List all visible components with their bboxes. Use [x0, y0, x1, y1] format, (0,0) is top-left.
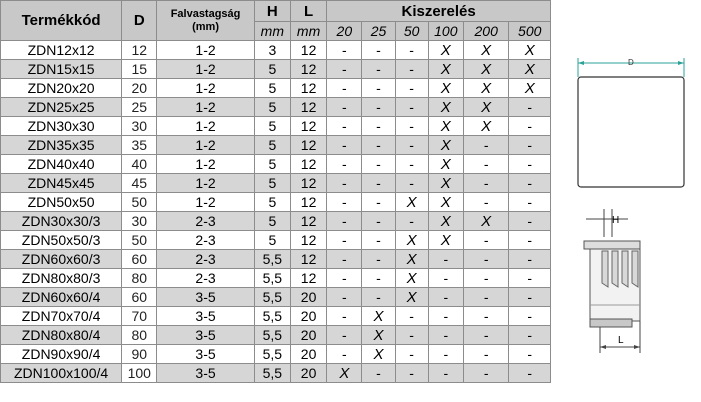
cell-d: 25	[122, 98, 157, 117]
cell-pack: -	[463, 250, 509, 269]
cell-wall: 1-2	[157, 117, 254, 136]
cell-h: 5	[254, 212, 290, 231]
cell-pack: -	[509, 269, 551, 288]
cell-pack: -	[509, 98, 551, 117]
cell-d: 40	[122, 155, 157, 174]
cell-pack: -	[509, 212, 551, 231]
cell-pack: -	[362, 193, 395, 212]
cell-pack: -	[509, 117, 551, 136]
cell-pack: -	[509, 364, 551, 383]
header-wall-line1: Falvastagság	[170, 7, 241, 20]
cell-wall: 2-3	[157, 269, 254, 288]
cell-pack: X	[463, 212, 509, 231]
cell-code: ZDN50x50/3	[1, 231, 122, 250]
cell-pack: -	[428, 250, 463, 269]
cell-code: ZDN25x25	[1, 98, 122, 117]
table-body	[1, 41, 551, 383]
table-row	[1, 98, 551, 117]
header-pack-size: 100	[428, 22, 463, 41]
cell-h: 5,5	[254, 288, 290, 307]
cell-wall: 1-2	[157, 136, 254, 155]
cell-wall: 1-2	[157, 98, 254, 117]
cell-pack: X	[428, 212, 463, 231]
cell-wall: 2-3	[157, 250, 254, 269]
cell-pack: -	[395, 155, 428, 174]
cell-h: 5,5	[254, 364, 290, 383]
table-row	[1, 345, 551, 364]
cell-pack: -	[362, 212, 395, 231]
table-row	[1, 231, 551, 250]
cell-pack: -	[509, 231, 551, 250]
cell-pack: -	[428, 364, 463, 383]
cell-pack: -	[428, 269, 463, 288]
cell-pack: -	[463, 364, 509, 383]
cell-h: 5,5	[254, 326, 290, 345]
cell-pack: -	[428, 288, 463, 307]
cell-pack: -	[327, 60, 362, 79]
cell-d: 20	[122, 79, 157, 98]
cell-pack: -	[327, 79, 362, 98]
top-view-drawing	[566, 55, 696, 195]
l-arrow-right	[634, 345, 640, 349]
table-row	[1, 155, 551, 174]
cell-h: 3	[254, 41, 290, 60]
header-l: L	[290, 1, 326, 22]
cell-d: 50	[122, 231, 157, 250]
cell-d: 60	[122, 250, 157, 269]
cell-code: ZDN12x12	[1, 41, 122, 60]
cell-wall: 3-5	[157, 307, 254, 326]
cell-d: 80	[122, 326, 157, 345]
cell-pack: -	[327, 117, 362, 136]
cell-pack: X	[395, 269, 428, 288]
cell-pack: -	[509, 326, 551, 345]
cell-h: 5	[254, 155, 290, 174]
table-row	[1, 174, 551, 193]
cell-wall: 1-2	[157, 174, 254, 193]
table-row	[1, 326, 551, 345]
cell-h: 5	[254, 231, 290, 250]
cell-pack: -	[395, 98, 428, 117]
cell-d: 12	[122, 41, 157, 60]
table-row	[1, 269, 551, 288]
header-h: H	[254, 1, 290, 22]
cell-code: ZDN30x30	[1, 117, 122, 136]
cell-code: ZDN90x90/4	[1, 345, 122, 364]
cell-pack: -	[327, 155, 362, 174]
cell-wall: 1-2	[157, 79, 254, 98]
cell-h: 5	[254, 60, 290, 79]
cell-pack: -	[327, 345, 362, 364]
l-dimension-label: L	[618, 335, 624, 346]
cell-d: 30	[122, 212, 157, 231]
cell-wall: 1-2	[157, 155, 254, 174]
header-packaging: Kiszerelés	[327, 1, 551, 22]
cell-code: ZDN60x60/3	[1, 250, 122, 269]
cell-h: 5,5	[254, 307, 290, 326]
cell-pack: -	[327, 231, 362, 250]
cell-pack: -	[327, 41, 362, 60]
cell-code: ZDN40x40	[1, 155, 122, 174]
cell-pack: -	[362, 231, 395, 250]
table-row	[1, 117, 551, 136]
cell-l: 12	[290, 41, 326, 60]
cell-l: 20	[290, 307, 326, 326]
cell-pack: X	[428, 117, 463, 136]
cell-pack: -	[362, 288, 395, 307]
table-row	[1, 79, 551, 98]
cell-pack: -	[395, 174, 428, 193]
cell-pack: -	[327, 326, 362, 345]
cell-l: 12	[290, 231, 326, 250]
cell-pack: -	[362, 269, 395, 288]
cell-pack: X	[428, 231, 463, 250]
header-l-unit: mm	[290, 22, 326, 41]
cell-pack: X	[395, 250, 428, 269]
cell-pack: X	[509, 79, 551, 98]
cell-code: ZDN15x15	[1, 60, 122, 79]
cell-code: ZDN30x30/3	[1, 212, 122, 231]
cell-h: 5	[254, 98, 290, 117]
cell-pack: -	[395, 79, 428, 98]
cell-code: ZDN80x80/3	[1, 269, 122, 288]
cell-code: ZDN70x70/4	[1, 307, 122, 326]
header-pack-size: 25	[362, 22, 395, 41]
cell-d: 30	[122, 117, 157, 136]
cell-h: 5	[254, 136, 290, 155]
cell-pack: -	[362, 174, 395, 193]
cell-pack: -	[463, 345, 509, 364]
cell-pack: -	[362, 79, 395, 98]
cell-pack: -	[362, 136, 395, 155]
cell-pack: -	[463, 155, 509, 174]
cell-pack: -	[463, 288, 509, 307]
cell-pack: -	[509, 136, 551, 155]
cell-l: 20	[290, 288, 326, 307]
cell-pack: X	[509, 60, 551, 79]
table-row	[1, 41, 551, 60]
header-code: Termékkód	[1, 1, 122, 41]
cell-h: 5	[254, 193, 290, 212]
cell-pack: X	[463, 41, 509, 60]
cap-top-lid	[584, 241, 640, 249]
cell-pack: X	[395, 193, 428, 212]
cell-wall: 3-5	[157, 288, 254, 307]
table-row	[1, 288, 551, 307]
cell-pack: -	[327, 174, 362, 193]
cell-l: 20	[290, 364, 326, 383]
table-row	[1, 60, 551, 79]
table-row	[1, 307, 551, 326]
cell-pack: -	[395, 326, 428, 345]
cell-d: 35	[122, 136, 157, 155]
cell-pack: -	[327, 212, 362, 231]
header-wall-thickness	[157, 1, 254, 41]
cell-code: ZDN50x50	[1, 193, 122, 212]
cell-l: 12	[290, 79, 326, 98]
cell-wall: 3-5	[157, 345, 254, 364]
cell-pack: -	[509, 345, 551, 364]
cell-l: 12	[290, 269, 326, 288]
cell-wall: 2-3	[157, 231, 254, 250]
cell-l: 20	[290, 345, 326, 364]
cell-wall: 3-5	[157, 364, 254, 383]
cell-pack: -	[463, 326, 509, 345]
cell-pack: X	[463, 79, 509, 98]
cell-pack: -	[327, 288, 362, 307]
side-section-drawing	[566, 205, 696, 360]
cell-d: 100	[122, 364, 157, 383]
cell-pack: -	[509, 155, 551, 174]
cell-pack: -	[395, 364, 428, 383]
cell-pack: -	[428, 307, 463, 326]
cell-pack: -	[463, 136, 509, 155]
cell-h: 5	[254, 174, 290, 193]
cell-wall: 1-2	[157, 41, 254, 60]
cell-wall: 2-3	[157, 212, 254, 231]
cell-pack: -	[428, 345, 463, 364]
cell-code: ZDN20x20	[1, 79, 122, 98]
cell-pack: X	[428, 155, 463, 174]
cell-pack: -	[463, 174, 509, 193]
cell-l: 12	[290, 193, 326, 212]
cell-pack: X	[509, 41, 551, 60]
cell-wall: 1-2	[157, 60, 254, 79]
cell-h: 5	[254, 79, 290, 98]
header-pack-size: 500	[509, 22, 551, 41]
cell-l: 12	[290, 155, 326, 174]
cell-h: 5,5	[254, 345, 290, 364]
cell-wall: 1-2	[157, 193, 254, 212]
cell-pack: X	[428, 174, 463, 193]
cell-pack: -	[327, 269, 362, 288]
cell-l: 12	[290, 212, 326, 231]
h-dimension-label: H	[612, 215, 620, 226]
cell-l: 12	[290, 60, 326, 79]
cell-pack: -	[395, 136, 428, 155]
cell-wall: 3-5	[157, 326, 254, 345]
cell-pack: X	[362, 326, 395, 345]
cell-d: 70	[122, 307, 157, 326]
l-arrow-left	[600, 345, 606, 349]
cell-code: ZDN45x45	[1, 174, 122, 193]
table-row	[1, 136, 551, 155]
cell-pack: X	[428, 79, 463, 98]
cell-l: 12	[290, 174, 326, 193]
cell-pack: -	[327, 307, 362, 326]
cell-pack: -	[509, 174, 551, 193]
cell-pack: X	[395, 231, 428, 250]
d-dimension-label: D	[628, 58, 634, 67]
cell-pack: -	[509, 288, 551, 307]
cell-pack: -	[509, 307, 551, 326]
cell-d: 45	[122, 174, 157, 193]
cell-d: 80	[122, 269, 157, 288]
cell-l: 12	[290, 250, 326, 269]
cell-h: 5,5	[254, 269, 290, 288]
cap-bottom-rim	[590, 319, 632, 327]
cell-pack: -	[362, 155, 395, 174]
cell-pack: -	[327, 193, 362, 212]
table-row	[1, 193, 551, 212]
cell-h: 5	[254, 117, 290, 136]
table-row	[1, 212, 551, 231]
header-pack-size: 200	[463, 22, 509, 41]
header-wall-line2: (mm)	[192, 20, 219, 33]
cell-code: ZDN100x100/4	[1, 364, 122, 383]
header-pack-size: 50	[395, 22, 428, 41]
cell-pack: X	[428, 41, 463, 60]
cell-l: 20	[290, 326, 326, 345]
cell-pack: X	[463, 98, 509, 117]
cell-l: 12	[290, 98, 326, 117]
cell-pack: -	[362, 250, 395, 269]
cell-d: 90	[122, 345, 157, 364]
cell-pack: X	[428, 193, 463, 212]
cell-pack: X	[327, 364, 362, 383]
square-cap-outline	[578, 77, 684, 187]
cell-pack: -	[362, 60, 395, 79]
cell-l: 12	[290, 136, 326, 155]
cell-pack: -	[463, 307, 509, 326]
cell-pack: -	[395, 117, 428, 136]
cell-pack: X	[463, 60, 509, 79]
cell-pack: -	[463, 231, 509, 250]
cell-pack: X	[428, 98, 463, 117]
header-pack-size: 20	[327, 22, 362, 41]
cell-d: 60	[122, 288, 157, 307]
cell-pack: X	[362, 307, 395, 326]
cell-pack: -	[362, 41, 395, 60]
cell-pack: -	[463, 193, 509, 212]
cell-pack: -	[362, 117, 395, 136]
cell-code: ZDN60x60/4	[1, 288, 122, 307]
cell-d: 50	[122, 193, 157, 212]
cell-pack: -	[362, 364, 395, 383]
cell-pack: -	[428, 326, 463, 345]
cell-pack: -	[463, 269, 509, 288]
cell-l: 12	[290, 117, 326, 136]
cell-pack: X	[395, 288, 428, 307]
header-h-unit: mm	[254, 22, 290, 41]
cell-code: ZDN35x35	[1, 136, 122, 155]
cell-pack: -	[327, 98, 362, 117]
table-row	[1, 364, 551, 383]
cell-pack: X	[428, 60, 463, 79]
d-arrow-left	[578, 61, 584, 65]
cell-code: ZDN80x80/4	[1, 326, 122, 345]
cell-pack: -	[362, 98, 395, 117]
cell-pack: -	[395, 60, 428, 79]
cell-d: 15	[122, 60, 157, 79]
cell-pack: X	[428, 136, 463, 155]
header-d: D	[122, 1, 157, 41]
cell-pack: -	[509, 250, 551, 269]
d-arrow-right	[678, 61, 684, 65]
cell-pack: X	[463, 117, 509, 136]
table-row	[1, 250, 551, 269]
cell-pack: -	[327, 250, 362, 269]
cell-pack: -	[509, 193, 551, 212]
cell-pack: -	[395, 41, 428, 60]
cell-pack: -	[395, 307, 428, 326]
cell-pack: -	[395, 212, 428, 231]
cell-pack: -	[395, 345, 428, 364]
cell-h: 5,5	[254, 250, 290, 269]
cell-pack: -	[327, 136, 362, 155]
cell-pack: X	[362, 345, 395, 364]
